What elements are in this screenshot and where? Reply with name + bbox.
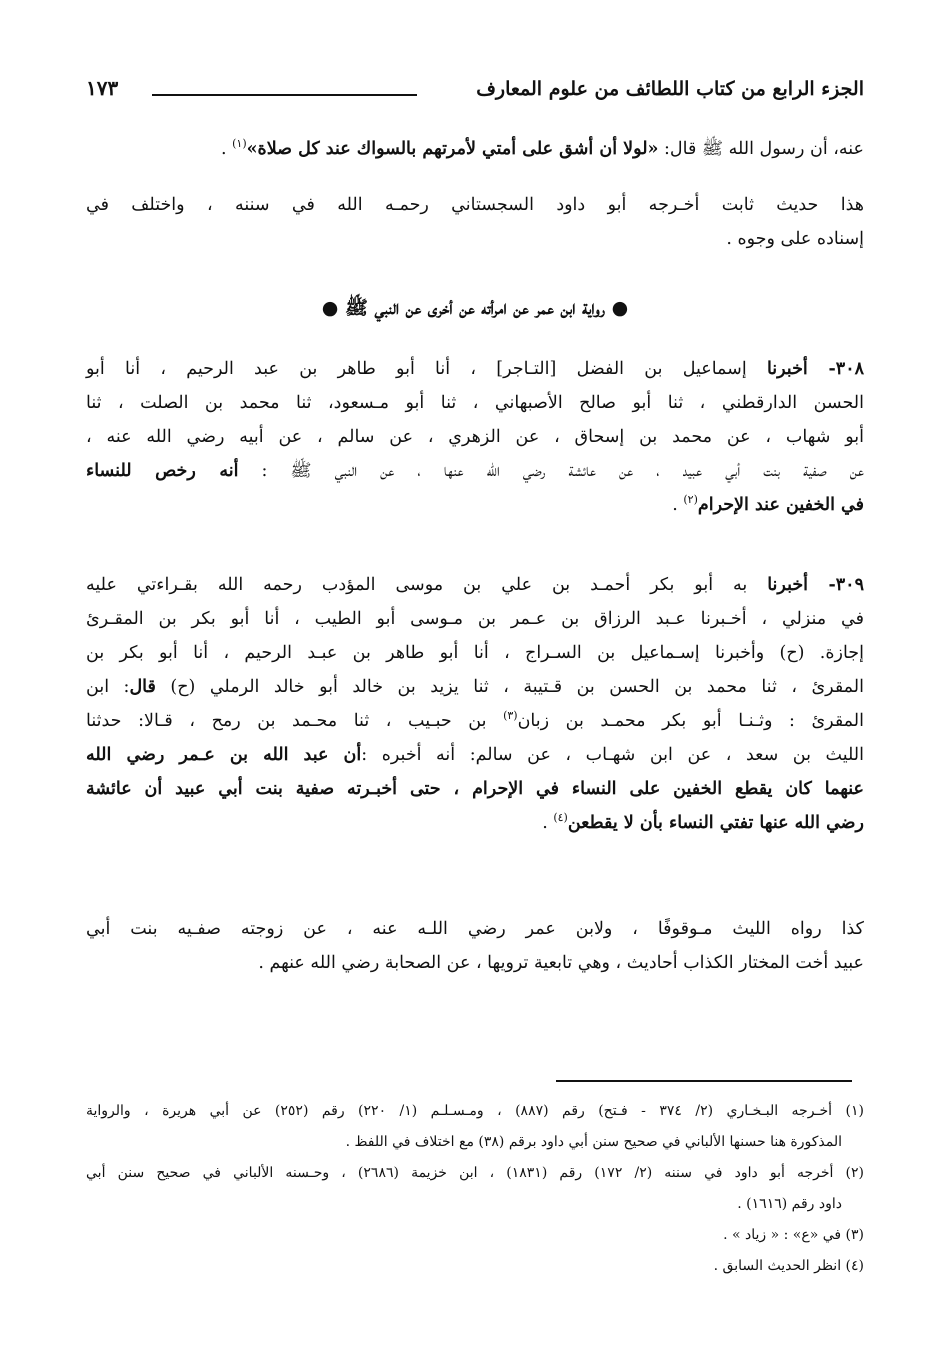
line-text: به أبو بكر أحمـد بن علي بن موسى المؤدب رحمه الله بقـراءتي عليه (86, 575, 768, 595)
closing-paragraph (86, 912, 864, 980)
text-line (86, 488, 864, 522)
text-line: في منزلي ، أخـبرنا عـبد الرزاق بن عـمر بن مـوسى أبو الطيب ، أنا أبو بكر بن المقـرئ (86, 609, 864, 629)
line-text: بن حبـيب ، ثنا محـمد بن رمح ، قـالا: حدثنا (86, 711, 504, 731)
text-line: عبيد أخت المختار الكذاب أحاديث ، وهي تابعية ترويها ، عن الصحابة رضي الله عنهم . (258, 953, 864, 973)
paragraph-308 (86, 352, 864, 522)
hadith-text: في الخفين عند الإحرام (697, 495, 864, 515)
header-rule (152, 94, 417, 96)
page-number: ١٧٣ (86, 76, 119, 100)
text-line: إجازة. (ح) وأخبرنا إسـماعيل بن السـراج ، أنا أبو طاهر بن عبـد الرحيم ، أنا أبو بكر بن (86, 643, 864, 663)
text-line (86, 738, 864, 772)
text-line: عنهما كان يقطع الخفين على النساء في الإحرام ، حتى أخبـرته صفية بنت أبي عبيد أن عائشة (86, 779, 864, 799)
footnote-ref-1: (١) (232, 137, 247, 151)
hadith-text: أنه رخص للنساء (86, 461, 239, 481)
intro-text: عنه، أن رسول الله ﷺ قال: (658, 139, 864, 159)
text-line: إسناده على وجوه . (726, 229, 864, 249)
line-text: المقرئ ، ثنا محمد بن الحسن بن قـتيبة ، ثنا يزيد بن خالد أبو خالد الرملي (ح) (155, 677, 864, 697)
text-line (86, 670, 864, 704)
line-text: عن صفية بنت أبي عبيد ، عن عائشة رضي الله عنها ، عن النبي ﷺ : (238, 461, 864, 481)
line-text: إسماعيل بن الفضل [التـاجر] ، أنا أبو طاهر بن عبد الرحيم ، أنا أبو (86, 359, 767, 379)
text-line: هذا حديث ثابت أخـرجه أبو داود السجستاني رحمـه الله في سننه ، واختلف في (86, 195, 864, 215)
hadith-note-paragraph (86, 188, 864, 256)
text-line: أبو شهاب ، عن محمد بن إسحاق ، عن الزهري ، عن سالم ، عن أبيه رضي الله عنه ، (86, 427, 864, 447)
hadith-text: رضي الله عنها تفتي النساء بأن لا يقطعن (567, 813, 864, 833)
entry-number: ٣٠٩- أخبرنا (767, 575, 864, 595)
footnote-4: (٤) انظر الحديث السابق . (713, 1258, 864, 1274)
running-header (86, 74, 864, 114)
paragraph-309 (86, 568, 864, 840)
footnote-2: (٢) أخرجه أبو داود في سننه (٢/ ١٧٢) رقم (١٨٣١) ، ابن خزيمة (٢٦٨٦) ، وحـسنه الألباني في صحيح سنن أبي (86, 1165, 864, 1181)
bold-word: قال (129, 677, 156, 697)
footnote-ref-2: (٢) (683, 493, 698, 507)
section-heading: ● رواية ابن عمر عن امرأته عن أخرى عن النبي ﷺ ● (321, 297, 629, 319)
footnotes (86, 1096, 864, 1282)
footnote-3: (٣) في «ع» : « زياد » . (723, 1227, 864, 1243)
text-line (86, 568, 864, 602)
line-end: . (542, 813, 554, 833)
entry-number: ٣٠٨- أخبرنا (766, 359, 864, 379)
intro-paragraph (86, 132, 864, 166)
footnote-2-cont: داود رقم (١٦١٦) . (737, 1196, 842, 1212)
intro-end: . (220, 139, 233, 159)
line-end: . (672, 495, 684, 515)
header-title: الجزء الرابع من كتاب اللطائف من علوم المعارف (476, 78, 864, 100)
hadith-text: أن عبد الله بن عـمر رضي الله (86, 745, 362, 765)
text-line (86, 806, 864, 840)
text-line (86, 454, 864, 488)
text-line (86, 704, 864, 738)
line-text: الليث بن سعد ، عن ابن شهـاب ، عن سالم: أنه أخبره : (361, 745, 864, 765)
text-line: كذا رواه الليث مـوقوفًا ، ولابن عمر رضي اللـه عنه ، عن زوجته صفـيه بنت أبي (86, 919, 864, 939)
footnote-1-cont: المذكورة هنا حسنها الألباني في صحيح سنن أبي داود برقم (٣٨) مع اختلاف في اللفظ . (345, 1134, 842, 1150)
intro-line (86, 132, 864, 166)
hadith-quote: «لولا أن أشق على أمتي لأمرتهم بالسواك عند كل صلاة» (246, 139, 659, 159)
footnote-1: (١) أخـرجه البـخـاري (٢/ ٣٧٤ - فـتح) رقم (٨٨٧) ، ومـسـلـم (١/ ٢٢٠) رقم (٢٥٢) عن أبي هريرة ، والرواية (86, 1103, 864, 1119)
text-line (86, 352, 864, 386)
footnote-ref-4: (٤) (553, 811, 568, 825)
footnote-rule (556, 1080, 852, 1082)
line-text: المقرئ : وثـنـا أبو بكر محمـد بن زبان (517, 711, 864, 731)
line-text: : ابن (86, 677, 130, 697)
text-line: الحسن الدارقطني ، ثنا أبو صالح الأصبهاني ، ثنا أبو مـسعود، ثنا محمد بن الصلت ، ثنا (86, 393, 864, 413)
footnote-ref-3: (٣) (503, 709, 518, 723)
